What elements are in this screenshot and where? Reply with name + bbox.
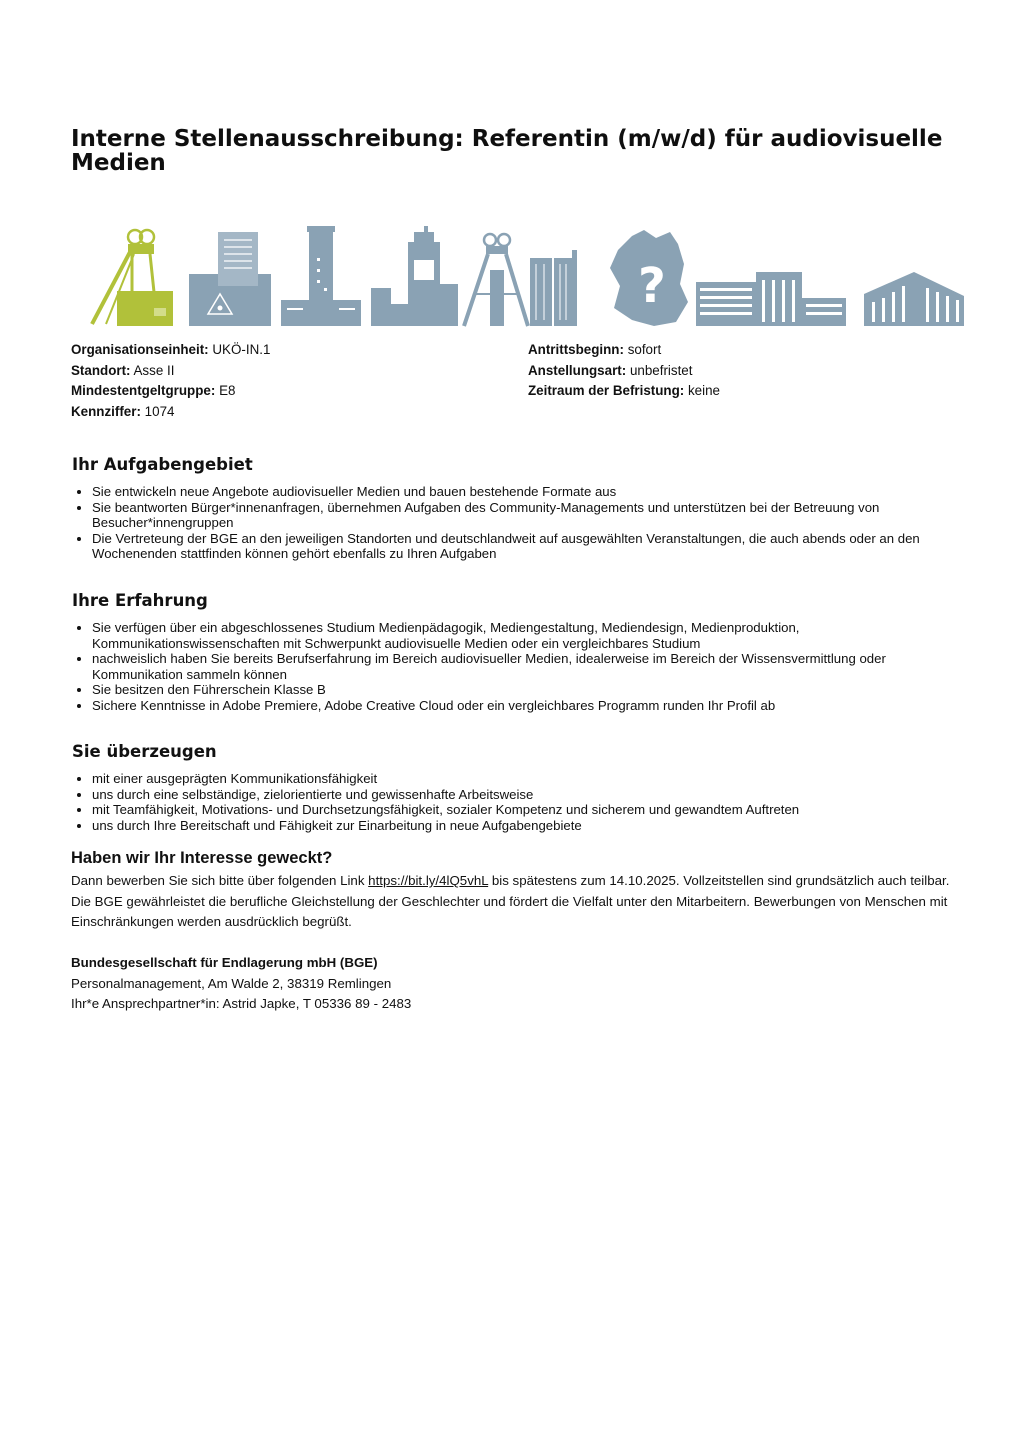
list-item: • nachweislich haben Sie bereits Berufserfahrung im Bereich audiovisueller Medien, idealerweise im Bereich der Wissensvermittlung oder Kommunikation sammeln können xyxy=(92,651,961,682)
headframe-grey-icon xyxy=(464,234,577,326)
list-item: • uns durch Ihre Bereitschaft und Fähigkeit zur Einarbeitung in neue Aufgabengebiete xyxy=(92,818,961,834)
organization-name: Bundesgesellschaft für Endlagerung mbH (BGE) xyxy=(71,955,378,970)
application-info xyxy=(71,848,951,933)
contact-address: Personalmanagement, Am Walde 2, 38319 Remlingen xyxy=(71,975,392,991)
section-ueberzeugen xyxy=(71,742,961,833)
section-heading: Sie überzeugen xyxy=(72,742,217,761)
meta-organisationseinheit xyxy=(71,340,501,361)
cta-text-before: Dann bewerben Sie sich bitte über folgenden Link xyxy=(71,873,369,888)
list-item: • Sie beantworten Bürger*innenanfragen, übernehmen Aufgaben des Community-Managements und unterstützen bei der Betreuung von Besucher*innengruppen xyxy=(92,500,961,531)
section-aufgabengebiet xyxy=(71,455,961,562)
meta-label: Kennziffer: xyxy=(71,403,141,419)
meta-right xyxy=(528,340,948,402)
meta-value: keine xyxy=(687,383,720,398)
corner-building-icon xyxy=(864,272,964,326)
bullet-list xyxy=(71,620,961,714)
meta-value: E8 xyxy=(219,383,236,398)
list-item: • Sie besitzen den Führerschein Klasse B xyxy=(92,682,961,698)
meta-kennziffer xyxy=(71,402,501,423)
meta-value: UKÖ-IN.1 xyxy=(212,342,271,357)
meta-anstellungsart xyxy=(528,361,948,382)
bullet-list xyxy=(71,771,961,833)
cta-text-after: bis spätestens zum 14.10.2025. Vollzeitstellen sind grundsätzlich auch teilbar. Die BGE gewährleistet die berufliche Gleichstellung der Geschlechter und fördert die Vielfalt unter den Mitarbeitern. Bewerbungen von Menschen mit Einschränkungen werden ausdrücklich begrüßt. xyxy=(71,873,950,930)
meta-label: Anstellungsart: xyxy=(528,362,627,378)
meta-value: Asse II xyxy=(133,362,175,378)
list-item: • Sie entwickeln neue Angebote audiovisueller Medien und bauen bestehende Formate aus xyxy=(92,484,961,500)
list-item: • mit Teamfähigkeit, Motivations- und Durchsetzungsfähigkeit, sozialer Kompetenz und sicherem und gewandtem Auftreten xyxy=(92,802,961,818)
list-item: • Sie verfügen über ein abgeschlossenes Studium Medienpädagogik, Mediengestaltung, Mediendesign, Medienproduktion, Kommunikationswissenschaften mit Schwerpunkt audiovisuelle Medien oder ein vergleichbares Studium xyxy=(92,620,961,651)
meta-label: Organisationseinheit: xyxy=(71,342,209,357)
contact-block xyxy=(71,953,671,1015)
meta-label: Mindestentgeltgruppe: xyxy=(71,383,216,398)
headframe-green-icon xyxy=(92,230,173,326)
meta-befristung xyxy=(528,381,948,402)
contact-person: Ihr*e Ansprechpartner*in: Astrid Japke, T 05336 89 - 2483 xyxy=(71,996,412,1012)
list-item: • uns durch eine selbständige, zielorientierte und gewissenhafte Arbeitsweise xyxy=(92,787,961,803)
application-link[interactable]: https://bit.ly/4lQ5vhL xyxy=(368,873,489,888)
office-building-icon xyxy=(696,272,846,326)
section-heading: Ihr Aufgabengebiet xyxy=(72,455,253,474)
svg-text:?: ? xyxy=(638,258,666,314)
cta-heading: Haben wir Ihr Interesse geweckt? xyxy=(71,849,333,867)
meta-value: sofort xyxy=(627,342,662,357)
document-building-icon xyxy=(189,232,271,326)
meta-label: Standort: xyxy=(71,362,131,378)
meta-label: Zeitraum der Befristung: xyxy=(528,383,685,398)
germany-question-icon xyxy=(610,230,688,326)
list-item: • Sichere Kenntnisse in Adobe Premiere, Adobe Creative Cloud oder ein vergleichbares Programm runden Ihr Profil ab xyxy=(92,698,961,714)
skyline-illustration xyxy=(84,224,974,328)
list-item: • Die Vertreteung der BGE an den jeweiligen Standorten und deutschlandweit auf ausgewählten Veranstaltungen, die auch abends oder an den Wochenenden stattfinden können gehört ebenfalls zu Ihren Aufgaben xyxy=(92,531,961,562)
plant-building-icon xyxy=(371,226,458,326)
section-heading: Ihre Erfahrung xyxy=(72,591,208,610)
meta-value: 1074 xyxy=(144,403,175,419)
bullet-list xyxy=(71,484,961,562)
cta-text xyxy=(71,871,951,933)
meta-standort xyxy=(71,361,501,382)
meta-mindestentgeltgruppe xyxy=(71,381,501,402)
meta-antrittsbeginn xyxy=(528,340,948,361)
page-title: Interne Stellenausschreibung: Referentin (m/w/d) für audiovisuelle Medien xyxy=(71,126,943,176)
meta-label: Antrittsbeginn: xyxy=(528,342,624,357)
meta-value: unbefristet xyxy=(629,362,693,378)
section-erfahrung xyxy=(71,591,961,714)
tower-building-icon xyxy=(281,226,361,326)
meta-left xyxy=(71,340,501,422)
list-item: • mit einer ausgeprägten Kommunikationsfähigkeit xyxy=(92,771,961,787)
